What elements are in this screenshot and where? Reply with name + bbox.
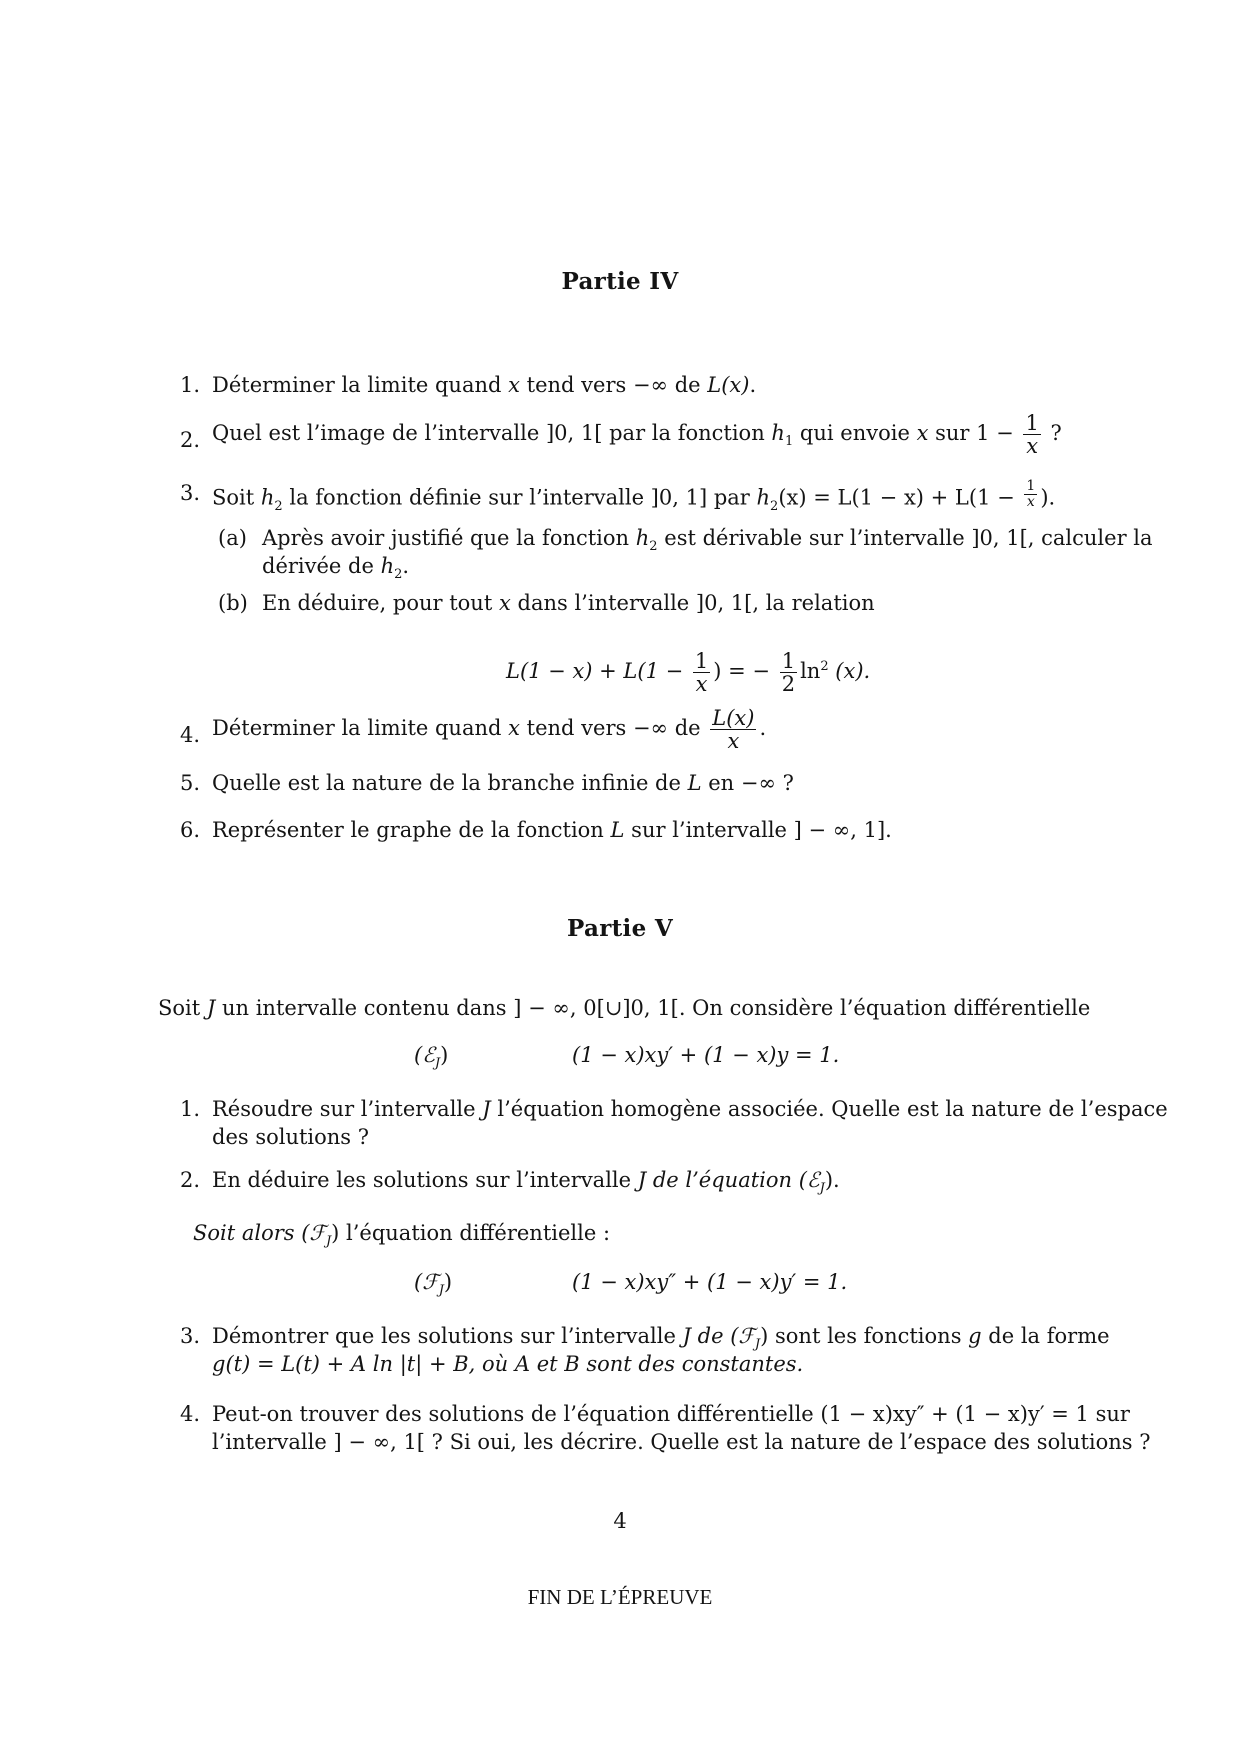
equation-e-j-body: (1 − x)xy′ + (1 − x)y = 1. <box>572 1043 840 1067</box>
p5-question-3-continued: g(t) = L(t) + A ln |t| + B, où A et B sont des constantes. <box>212 1352 804 1376</box>
equation-f-j: (ℱ$_J$) <box>414 1270 453 1299</box>
p5-question-1-continued: des solutions ? <box>212 1125 370 1149</box>
fraction-one-over-x: $\frac{1}{x}$ <box>1025 411 1039 459</box>
p4-question-3a-continued: dérivée de $h_2$. <box>262 554 410 583</box>
equation-e-j: (ℰ$_J$) <box>414 1043 449 1072</box>
p5-soit-alors: Soit alors (ℱ$_J$) l’équation différentielle : <box>193 1221 611 1250</box>
part-v-title: Partie V <box>567 915 673 942</box>
fraction-one-half: $\frac{1}{2}$ <box>781 649 796 697</box>
exam-page: Partie IV 1. Déterminer la limite quand x tend vers −∞ de L(x). 2. Quel est l’image de l’intervalle ]0, 1[ par la fonction $h_1$ qui envoie x sur 1 − $\frac{1}{x}$ ? 3. Soit $h_2$ la fonction définie sur l’intervalle ]0, 1] par $h_2(x) = L(1 - x) + L(1$ − $\frac{1}{x}$ ). (a) Après avoir justifié que la fonction $h_2$ est dérivable sur l’intervalle ]0, 1[, calculer la dérivée de $h_2$. (b) En déduire, pour tout x dans l’intervalle ]0, 1[, la relation L(1 − x) + L(1 − $\frac{1}{x}$ ) = − $\frac{1}{2}$ $\ln^2 (x)$. 4. Déterminer la limite quand x tend vers −∞ de $\frac{L(x)}{x}$ . 5. Quelle est la nature de la branche infinie de L en −∞ ? 6. Représenter le graphe de la fonction L sur l’intervalle ] − ∞, 1]. Partie V Soit J un intervalle contenu dans ] − ∞, 0[∪]0, 1[. On considère l’équation différentielle (ℰ$_J$) (1 − x)xy′ + (1 − x)y = 1. 1. Résoudre sur l’intervalle J l’équation homogène associée. Quelle est la nature de l’espace des solutions ? 2. En déduire les solutions sur l’intervalle J de l’équation (ℰ$_J$). Soit alors (ℱ$_J$) l’équation différentielle : (ℱ$_J$) (1 − x)xy″ + (1 − x)y′ = 1. 3. Démontrer que les solutions sur l’intervalle J de (ℱ$_J$) sont les fonctions g de la forme g(t) = L(t) + A ln |t| + B, où A et B sont des constantes. 4. Peut-on trouver des solutions de l’équation différentielle (1 − x)xy″ + (1 − x)y′ = 1 sur l’intervalle ] − ∞, 1[ ? Si oui, les décrire. Quelle est la nature de l’espace des solutions ? 4 FIN DE L’ÉPREUVE <box>0 0 1240 1754</box>
part-iv-title: Partie IV <box>561 268 679 295</box>
fraction-one-over-x: $\frac{1}{x}$ <box>694 649 709 697</box>
fraction-small-one-over-x: $\frac{1}{x}$ <box>1026 478 1036 510</box>
page-number: 4 <box>613 1509 627 1533</box>
p5-question-4-continued: l’intervalle ] − ∞, 1[ ? Si oui, les décrire. Quelle est la nature de l’espace des solutions ? <box>212 1430 1151 1454</box>
p5-intro: Soit J un intervalle contenu dans ] − ∞, 0[∪]0, 1[. On considère l’équation différentielle <box>158 996 1091 1020</box>
equation-f-j-body: (1 − x)xy″ + (1 − x)y′ = 1. <box>572 1270 848 1294</box>
end-of-exam-footer: FIN DE L’ÉPREUVE <box>527 1585 713 1609</box>
fraction-l-of-x-over-x: $\frac{L(x)}{x}$ <box>712 706 755 754</box>
